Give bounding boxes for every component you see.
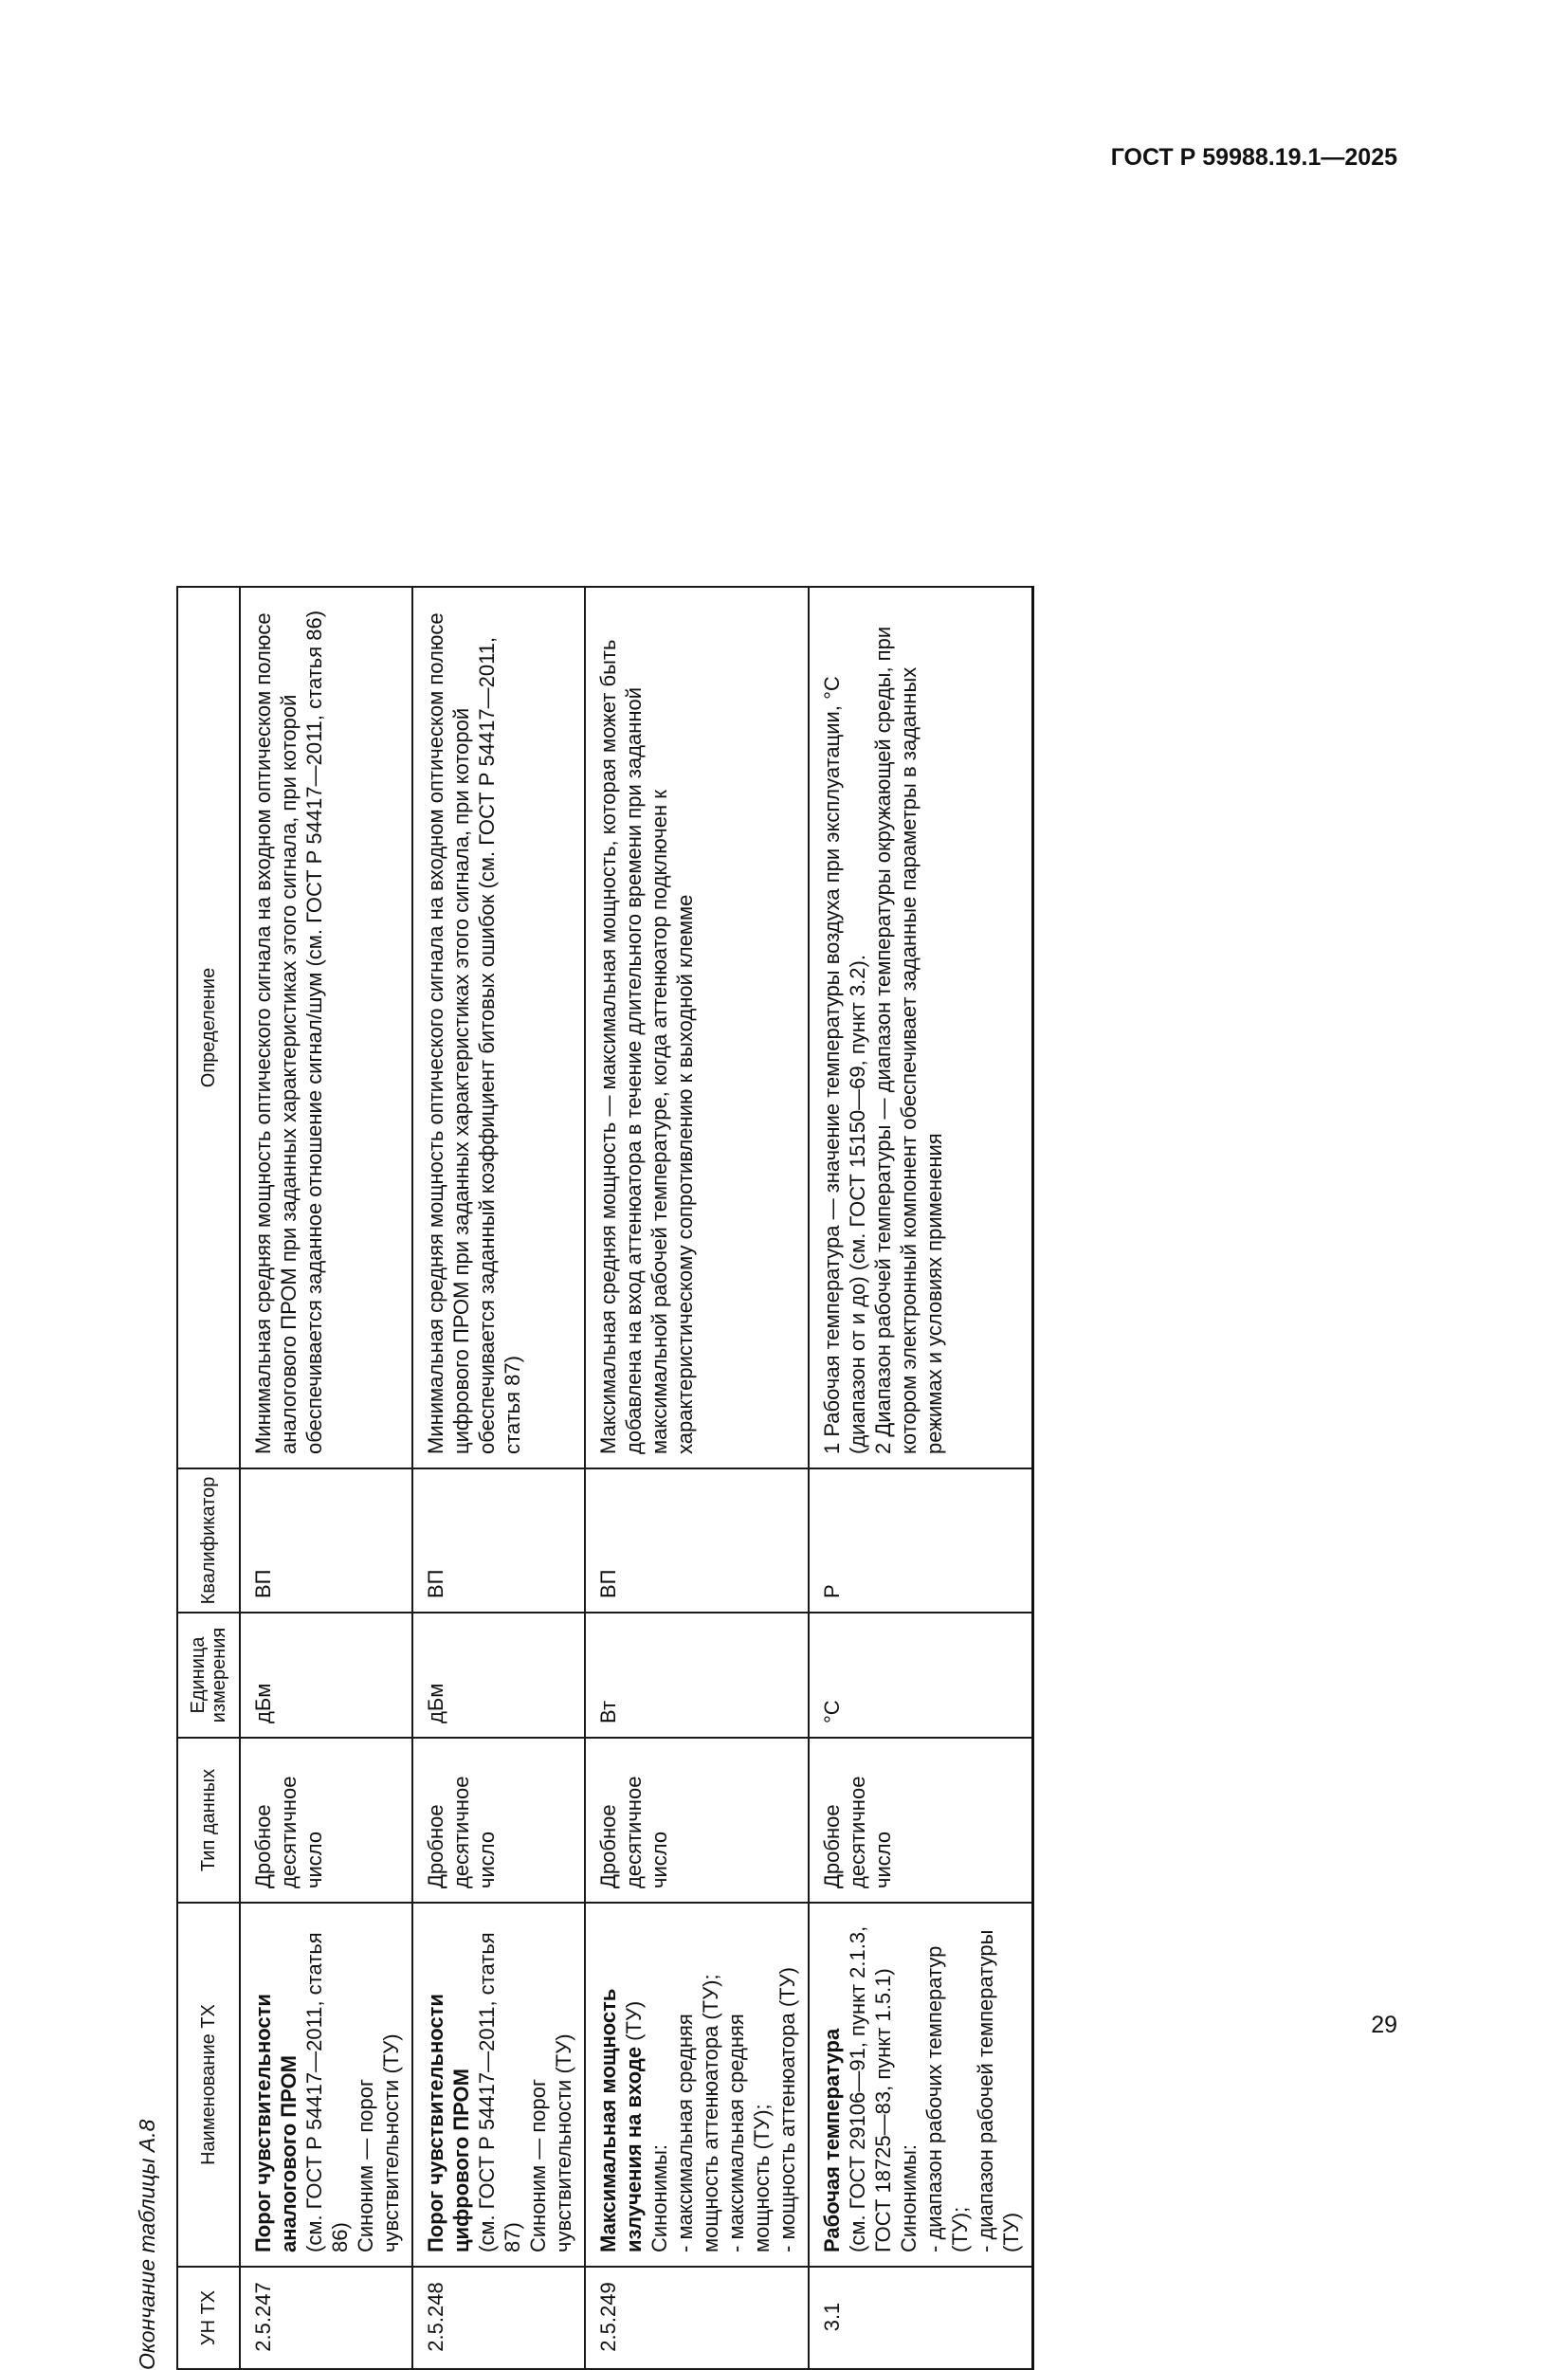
cell-code: 3.1: [809, 2267, 1033, 2369]
synonym-item: - мощность аттенюатора (ТУ): [775, 1967, 799, 2252]
data-table: [176, 586, 1034, 2370]
cell-unit: Вт: [585, 1613, 809, 1738]
cell-definition: Максимальная средняя мощность — максимальная мощность, которая может быть добавлена на вход аттенюатора в течение длительного времени при заданной максимальной рабочей температуре, когда аттенюатор подключен к характеристическому сопротивлению к выходной клемме: [585, 587, 809, 1468]
name-synonym: Синоним — порог чувствительности (ТУ): [526, 2033, 575, 2252]
cell-code: 2.5.247: [240, 2267, 412, 2369]
table-row: [585, 587, 809, 2369]
name-ref: (см. ГОСТ Р 54417—2011, статья 86): [302, 1932, 352, 2252]
cell-qualifier: ВП: [585, 1468, 809, 1613]
table-row: [412, 587, 585, 2369]
cell-name: [412, 1903, 585, 2267]
synonyms-label: Синонимы:: [897, 2143, 921, 2252]
cell-data-type: Дробное десятичное число: [585, 1738, 809, 1903]
synonym-item: - диапазон рабочих температур (ТУ);: [922, 1945, 972, 2252]
cell-data-type: Дробное десятичное число: [809, 1738, 1033, 1903]
cell-definition: [809, 587, 1033, 1468]
cell-definition: Минимальная средняя мощность оптического сигнала на входном оптическом полюсе цифрового ПРОМ при заданных характеристиках этого сигнала, при которой обеспечивается заданный коэффициент битовых ошибок (см. ГОСТ Р 54417—2011, статья 87): [412, 587, 585, 1468]
cell-unit: °С: [809, 1613, 1033, 1738]
name-bold: Максимальная мощность излучения на входе: [596, 1988, 646, 2252]
name-ref: (см. ГОСТ 29106—91, пункт 2.1.3, ГОСТ 18725—83, пункт 1.5.1): [846, 1925, 895, 2252]
table-row: [240, 587, 412, 2369]
synonyms-label: Синонимы:: [647, 2143, 671, 2252]
definition-line: 2 Диапазон рабочей температуры — диапазон температуры окружающей среды, при котором электронный компонент обеспечивает заданные параметры в заданных режимах и условиях применения: [871, 626, 946, 1454]
table-row: [809, 587, 1033, 2369]
col-header-name: Наименование ТХ: [177, 1903, 240, 2267]
cell-data-type: Дробное десятичное число: [412, 1738, 585, 1903]
doc-code: ГОСТ Р 59988.19.1—2025: [1110, 144, 1397, 171]
name-synonym: Синоним — порог чувствительности (ТУ): [354, 2033, 403, 2252]
name-bold: Порог чувствительности аналогового ПРОМ: [251, 1994, 301, 2252]
cell-unit: дБм: [412, 1613, 585, 1738]
col-header-code: УН ТХ: [177, 2267, 240, 2369]
synonym-item: - максимальная средняя мощность аттенюатора (ТУ);: [673, 1974, 722, 2252]
col-header-qualifier: Квалификатор: [177, 1468, 240, 1613]
cell-code: 2.5.248: [412, 2267, 585, 2369]
cell-qualifier: Р: [809, 1468, 1033, 1613]
col-header-definition: Определение: [177, 587, 240, 1468]
table-header-row: [177, 587, 240, 2369]
cell-unit: дБм: [240, 1613, 412, 1738]
rotated-table-block: [131, 582, 1069, 2370]
page-number: 29: [1371, 2012, 1397, 2038]
cell-name: [809, 1903, 1033, 2267]
cell-qualifier: ВП: [240, 1468, 412, 1613]
cell-code: 2.5.249: [585, 2267, 809, 2369]
cell-name: [585, 1903, 809, 2267]
name-tail: (ТУ): [622, 2000, 646, 2047]
cell-qualifier: ВП: [412, 1468, 585, 1613]
definition-line: 1 Рабочая температура — значение температуры воздуха при эксплуатации, °С (диапазон от и до) (см. ГОСТ 15150—69, пункт 3.2).: [820, 676, 869, 1454]
cell-data-type: Дробное десятичное число: [240, 1738, 412, 1903]
name-ref: (см. ГОСТ Р 54417—2011, статья 87): [475, 1932, 524, 2252]
name-bold: Порог чувствительности цифрового ПРОМ: [424, 1994, 473, 2252]
table-caption: Окончание таблицы А.8: [135, 2119, 159, 2370]
name-bold: Рабочая температура: [820, 2028, 844, 2252]
col-header-unit: Единица измерения: [177, 1613, 240, 1738]
cell-definition: Минимальная средняя мощность оптического сигнала на входном оптическом полюсе аналогового ПРОМ при заданных характеристиках этого сигнала, при которой обеспечивается заданное отношение сигнал/шум (см. ГОСТ Р 54417—2011, статья 86): [240, 587, 412, 1468]
synonym-item: - максимальная средняя мощность (ТУ);: [724, 2014, 774, 2252]
cell-name: [240, 1903, 412, 2267]
synonym-item: - диапазон рабочей температуры (ТУ): [974, 1929, 1023, 2252]
col-header-data-type: Тип данных: [177, 1738, 240, 1903]
